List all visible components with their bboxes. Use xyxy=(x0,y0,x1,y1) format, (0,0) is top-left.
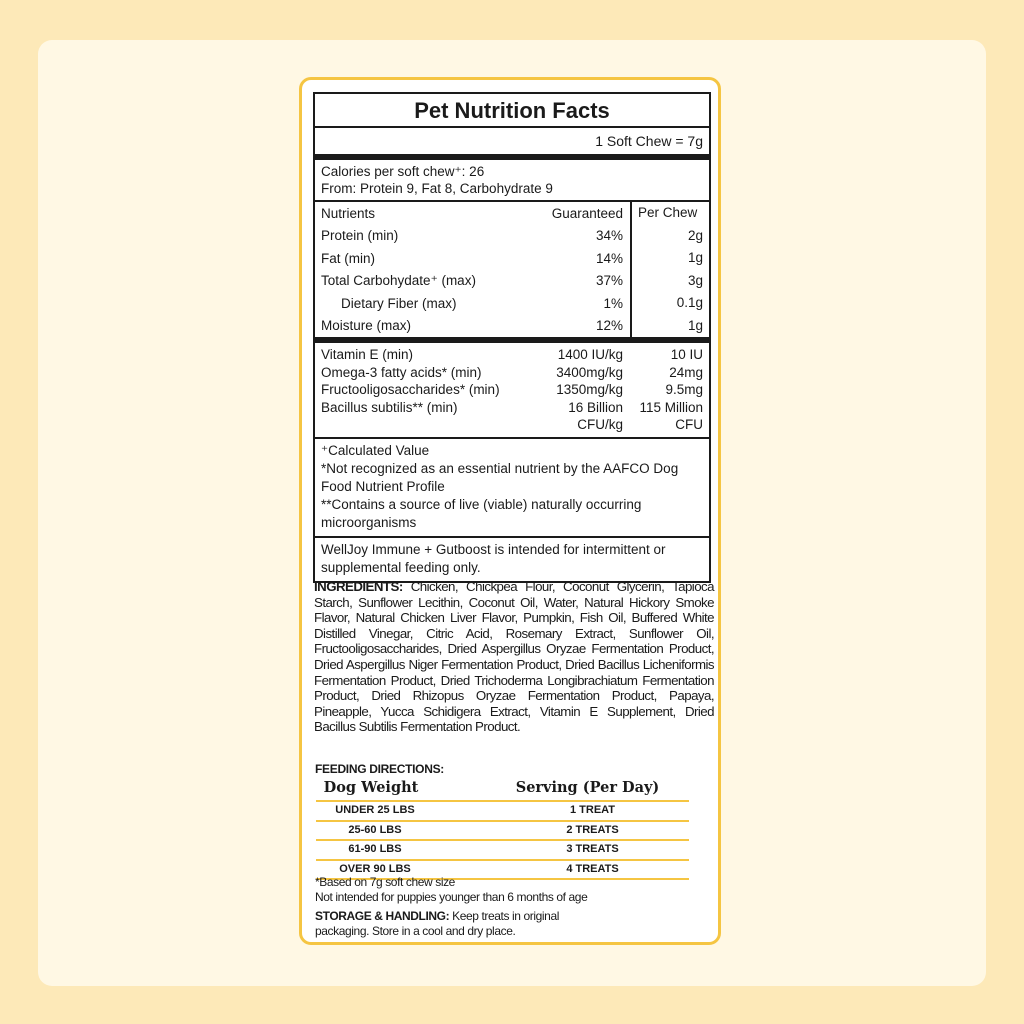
feeding-intent-statement: WellJoy Immune + Gutboost is intended for intermittent or supplemental feeding only. xyxy=(315,536,709,581)
nutrient-name: Moisture (max) xyxy=(321,318,412,334)
footnote-puppies: Not intended for puppies younger than 6 months of age xyxy=(315,890,588,904)
calories-block xyxy=(315,160,709,200)
feeding-serving: 1 TREAT xyxy=(569,804,616,816)
nutrients-table xyxy=(315,202,709,337)
feeding-header-row xyxy=(316,778,689,802)
nutrient-guaranteed: 1% xyxy=(603,295,623,311)
nutrient-name: Total Carbohydate⁺ (max) xyxy=(321,272,476,288)
vitamin-per-chew-col xyxy=(623,346,703,434)
vitamin-per-chew: 9.5mg xyxy=(665,382,703,397)
nutrient-per-chew: 2g xyxy=(687,227,703,243)
nutrient-per-chew: 1g xyxy=(687,250,703,265)
footnote-chew-size: *Based on 7g soft chew size xyxy=(315,875,455,889)
feeding-directions-title: FEEDING DIRECTIONS: xyxy=(315,762,444,776)
vitamin-name: Vitamin E (min) xyxy=(321,347,414,362)
vitamin-guaranteed: CFU/kg xyxy=(577,417,623,432)
nutrient-row xyxy=(315,270,630,293)
vitamin-per-chew: CFU xyxy=(675,417,703,432)
ingredients-label: INGREDIENTS: xyxy=(314,579,403,594)
storage-handling xyxy=(315,909,575,939)
nutrients-left-col xyxy=(315,202,632,337)
vitamin-guaranteed: 1350mg/kg xyxy=(556,382,623,397)
vitamin-names-col xyxy=(321,346,523,434)
footnote: ⁺Calculated Value xyxy=(321,442,430,458)
nutrient-per-chew: 3g xyxy=(687,272,703,288)
feeding-row xyxy=(316,822,689,842)
feeding-serving: 3 TREATS xyxy=(566,843,619,855)
nutrients-header-row xyxy=(315,202,630,225)
nutrient-guaranteed: 14% xyxy=(595,250,623,266)
nutrient-row xyxy=(315,292,630,315)
vitamin-guaranteed: 16 Billion xyxy=(568,399,623,415)
nutrient-per-chew: 0.1g xyxy=(676,295,703,310)
feeding-row xyxy=(316,841,689,861)
storage-text: Keep treats in original packaging. Store in a cool and dry place. xyxy=(315,909,559,938)
nutrient-guaranteed: 37% xyxy=(595,273,623,289)
feeding-serving: 2 TREATS xyxy=(566,823,619,836)
feeding-footnotes xyxy=(315,875,587,905)
calories-breakdown: From: Protein 9, Fat 8, Carbohydrate 9 xyxy=(321,181,553,196)
nutrient-name: Fat (min) xyxy=(321,250,375,266)
footnote: *Not recognized as an essential nutrient by the AAFCO Dog Food Nutrient Profile xyxy=(321,460,679,494)
nutrition-facts-panel xyxy=(313,92,711,583)
vitamin-per-chew: 10 IU xyxy=(670,347,703,362)
nutrient-name: Dietary Fiber (max) xyxy=(341,295,457,311)
nutrient-per-chew: 1g xyxy=(687,317,703,333)
ingredients-section xyxy=(314,579,714,735)
feeding-weight: UNDER 25 LBS xyxy=(335,804,415,816)
nutrient-name: Protein (min) xyxy=(321,228,399,244)
vitamin-guaranteed-col xyxy=(523,346,623,434)
storage-label: STORAGE & HANDLING: xyxy=(315,909,450,923)
nutrient-guaranteed: 34% xyxy=(595,228,623,244)
vitamin-name: Bacillus subtilis** (min) xyxy=(321,399,458,415)
vitamin-guaranteed: 1400 IU/kg xyxy=(557,347,623,362)
footnote: **Contains a source of live (viable) naturally occurring microorganisms xyxy=(321,496,642,530)
vitamin-name: Omega-3 fatty acids* (min) xyxy=(321,364,482,380)
header-serving: Serving (Per Day) xyxy=(515,779,660,796)
header-dog-weight: Dog Weight xyxy=(323,779,419,796)
nutrients-right-col xyxy=(632,202,709,337)
vitamin-guaranteed: 3400mg/kg xyxy=(556,364,623,380)
feeding-row xyxy=(316,802,689,822)
header-nutrients: Nutrients xyxy=(321,205,376,221)
header-per-chew: Per Chew xyxy=(638,205,698,220)
feeding-serving: 4 TREATS xyxy=(566,862,619,875)
vitamin-per-chew: 115 Million xyxy=(639,399,703,415)
feeding-weight: 25-60 LBS xyxy=(348,823,402,836)
calories-line: Calories per soft chew⁺: 26 xyxy=(321,164,485,179)
vitamin-per-chew: 24mg xyxy=(669,364,703,380)
footnotes-block xyxy=(315,437,709,536)
ingredients-text: Chicken, Chickpea Flour, Coconut Glycerin, Tapioca Starch, Sunflower Lecithin, Coconut Oil, Water, Natural Hickory Smoke Flavor, Natural Chicken Liver Flavor, Pumpkin, Fish Oil, Buffered White Distilled Vinegar, Citric Acid, Rosemary Extract, Sunflower Oil, Fructooligosaccharides, Dried Aspergillus Oryzae Fermentation Product, Dried Aspergillus Niger Fermentation Product, Dried Bacillus Licheniformis Fermentation Product, Dried Trichoderma Longibrachiatum Fermentation Product, Dried Rhizopus Oryzae Fermentation Product, Papaya, Pineapple, Yucca Schidigera Extract, Vitamin E Supplement, Dried Bacillus Subtilis Fermentation Product. xyxy=(314,579,714,735)
feeding-weight: OVER 90 LBS xyxy=(339,862,411,875)
panel-title: Pet Nutrition Facts xyxy=(315,94,709,128)
feeding-weight: 61-90 LBS xyxy=(348,843,402,855)
feeding-table xyxy=(316,778,689,880)
nutrient-row xyxy=(315,225,630,248)
nutrient-guaranteed: 12% xyxy=(595,318,623,334)
vitamin-name: Fructooligosaccharides* (min) xyxy=(321,382,500,397)
header-guaranteed: Guaranteed xyxy=(551,205,623,221)
vitamins-table xyxy=(315,343,709,437)
nutrient-row xyxy=(315,247,630,270)
serving-size: 1 Soft Chew = 7g xyxy=(595,133,703,149)
nutrient-row xyxy=(315,315,630,338)
